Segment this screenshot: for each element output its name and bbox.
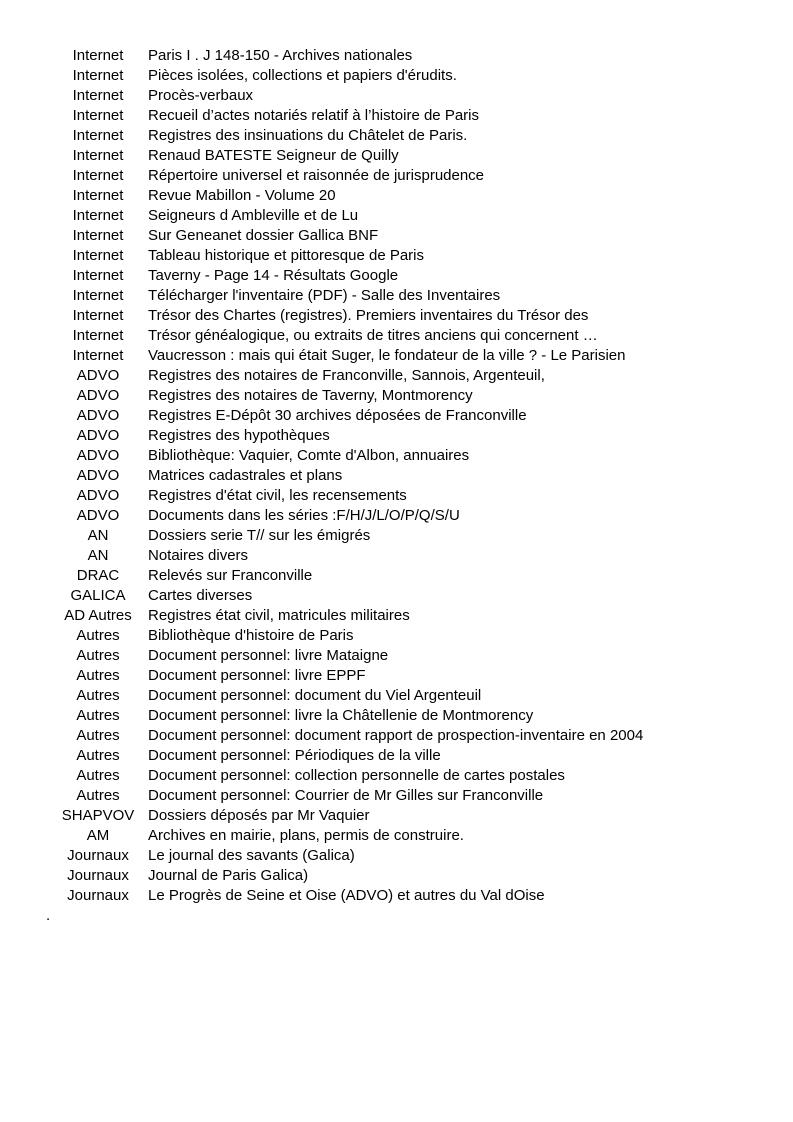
table-row (55, 586, 755, 606)
table-row (55, 406, 755, 426)
description-cell: Document personnel: Courrier de Mr Gilles sur Franconville (148, 787, 544, 804)
source-cell: ADVO (76, 427, 120, 444)
source-cell: Internet (72, 327, 124, 344)
source-cell: Autres (76, 787, 120, 804)
table-row (55, 66, 755, 86)
table-row (55, 146, 755, 166)
table-row (55, 646, 755, 666)
table-row (55, 346, 755, 366)
description-cell: Tableau historique et pittoresque de Paris (148, 247, 425, 264)
source-cell: Internet (72, 227, 124, 244)
table-row (55, 546, 755, 566)
description-cell: Journal de Paris Galica) (148, 867, 309, 884)
table-row (55, 666, 755, 686)
table-row (55, 686, 755, 706)
description-cell: Registres des notaires de Franconville, Sannois, Argenteuil, (148, 367, 545, 384)
source-cell: Internet (72, 187, 124, 204)
description-cell: Document personnel: livre la Châtellenie de Montmorency (148, 707, 534, 724)
description-cell: Document personnel: document rapport de prospection-inventaire en 2004 (148, 727, 644, 744)
source-cell: Journaux (67, 867, 129, 884)
source-cell: ADVO (76, 447, 120, 464)
source-cell: Internet (72, 87, 124, 104)
description-cell: Document personnel: Périodiques de la ville (148, 747, 441, 764)
table-row (55, 746, 755, 766)
description-cell: Document personnel: collection personnelle de cartes postales (148, 767, 565, 784)
table-row (55, 506, 755, 526)
description-cell: Pièces isolées, collections et papiers d'érudits. (148, 67, 457, 84)
source-cell: Autres (76, 767, 120, 784)
description-cell: Trésor généalogique, ou extraits de titres anciens qui concernent … (148, 327, 598, 344)
description-cell: Registres des insinuations du Châtelet de Paris. (148, 127, 468, 144)
source-cell: Internet (72, 267, 124, 284)
source-cell: Autres (76, 687, 120, 704)
description-cell: Documents dans les séries :F/H/J/L/O/P/Q/S/U (148, 507, 460, 524)
table-row (55, 446, 755, 466)
source-cell: GALICA (70, 587, 126, 604)
source-cell: Internet (72, 287, 124, 304)
source-cell: ADVO (76, 507, 120, 524)
description-cell: Registres E-Dépôt 30 archives déposées de Franconville (148, 407, 527, 424)
table-row (55, 286, 755, 306)
table-row (55, 366, 755, 386)
table-row (55, 866, 755, 886)
source-cell: ADVO (76, 487, 120, 504)
description-cell: Procès-verbaux (148, 87, 254, 104)
table-row (55, 246, 755, 266)
table-row (55, 706, 755, 726)
source-cell: AM (86, 827, 110, 844)
table-row (55, 266, 755, 286)
table-row (55, 786, 755, 806)
source-cell: Internet (72, 207, 124, 224)
source-cell: Autres (76, 727, 120, 744)
table-row (55, 626, 755, 646)
description-cell: Bibliothèque d'histoire de Paris (148, 627, 354, 644)
description-cell: Paris I . J 148-150 - Archives nationales (148, 47, 413, 64)
table-row (55, 466, 755, 486)
table-row (55, 606, 755, 626)
description-cell: Document personnel: livre Mataigne (148, 647, 389, 664)
source-cell: Internet (72, 347, 124, 364)
table-row (55, 106, 755, 126)
table-row (55, 526, 755, 546)
table-row (55, 326, 755, 346)
table-row (55, 306, 755, 326)
description-cell: Registres des hypothèques (148, 427, 330, 444)
source-cell: AN (87, 547, 109, 564)
description-cell: Télécharger l'inventaire (PDF) - Salle des Inventaires (148, 287, 501, 304)
table-row (55, 766, 755, 786)
table-row (55, 566, 755, 586)
source-cell: AD Autres (64, 607, 132, 624)
table-row (55, 426, 755, 446)
source-cell: ADVO (76, 367, 120, 384)
source-cell: Autres (76, 707, 120, 724)
description-cell: Le journal des savants (Galica) (148, 847, 355, 864)
source-cell: Autres (76, 627, 120, 644)
source-cell: ADVO (76, 387, 120, 404)
table-row (55, 46, 755, 66)
description-cell: Trésor des Chartes (registres). Premiers inventaires du Trésor des (148, 307, 589, 324)
table-row (55, 806, 755, 826)
table-row (55, 386, 755, 406)
table-row (55, 86, 755, 106)
table-row (55, 166, 755, 186)
source-cell: Autres (76, 647, 120, 664)
table-row (55, 126, 755, 146)
source-cell: Internet (72, 147, 124, 164)
description-cell: Répertoire universel et raisonnée de jurisprudence (148, 167, 485, 184)
description-cell: Seigneurs d Ambleville et de Lu (148, 207, 359, 224)
description-cell: Le Progrès de Seine et Oise (ADVO) et autres du Val dOise (148, 887, 545, 904)
description-cell: Renaud BATESTE Seigneur de Quilly (148, 147, 399, 164)
description-cell: Sur Geneanet dossier Gallica BNF (148, 227, 379, 244)
description-cell: Cartes diverses (148, 587, 253, 604)
description-cell: Document personnel: document du Viel Argenteuil (148, 687, 482, 704)
table-row (55, 186, 755, 206)
description-cell: Vaucresson : mais qui était Suger, le fondateur de la ville ? - Le Parisien (148, 347, 626, 364)
source-cell: Internet (72, 47, 124, 64)
description-cell: Bibliothèque: Vaquier, Comte d'Albon, annuaires (148, 447, 470, 464)
source-cell: Autres (76, 667, 120, 684)
trailing-mark: . (46, 907, 51, 924)
source-cell: Journaux (67, 847, 129, 864)
source-cell: SHAPVOV (61, 807, 135, 824)
description-cell: Taverny - Page 14 - Résultats Google (148, 267, 399, 284)
table-row (55, 826, 755, 846)
description-cell: Document personnel: livre EPPF (148, 667, 366, 684)
description-cell: Registres état civil, matricules militaires (148, 607, 410, 624)
source-cell: Journaux (67, 887, 129, 904)
description-cell: Matrices cadastrales et plans (148, 467, 343, 484)
description-cell: Archives en mairie, plans, permis de construire. (148, 827, 464, 844)
table-row (55, 486, 755, 506)
description-cell: Registres d'état civil, les recensements (148, 487, 407, 504)
source-table (55, 46, 755, 906)
source-cell: Internet (72, 107, 124, 124)
source-cell: Internet (72, 247, 124, 264)
description-cell: Dossiers serie T// sur les émigrés (148, 527, 371, 544)
table-row (55, 226, 755, 246)
source-cell: Internet (72, 307, 124, 324)
table-row (55, 846, 755, 866)
source-cell: ADVO (76, 467, 120, 484)
source-cell: DRAC (76, 567, 120, 584)
description-cell: Revue Mabillon - Volume 20 (148, 187, 336, 204)
description-cell: Registres des notaires de Taverny, Montmorency (148, 387, 473, 404)
source-cell: ADVO (76, 407, 120, 424)
table-row (55, 886, 755, 906)
table-row (55, 206, 755, 226)
source-cell: AN (87, 527, 109, 544)
table-row (55, 726, 755, 746)
source-cell: Internet (72, 67, 124, 84)
source-cell: Autres (76, 747, 120, 764)
description-cell: Notaires divers (148, 547, 249, 564)
description-cell: Dossiers déposés par Mr Vaquier (148, 807, 370, 824)
source-cell: Internet (72, 167, 124, 184)
source-cell: Internet (72, 127, 124, 144)
description-cell: Recueil d’actes notariés relatif à l’histoire de Paris (148, 107, 479, 124)
description-cell: Relevés sur Franconville (148, 567, 313, 584)
